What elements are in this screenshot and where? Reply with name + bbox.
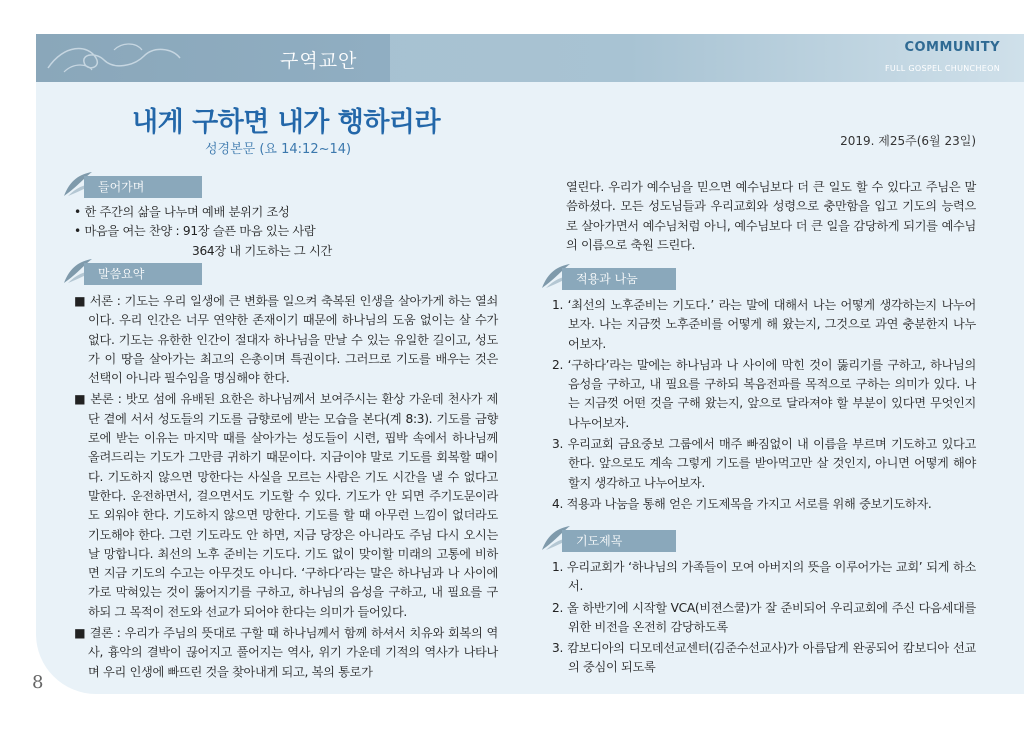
prayer-item: 3. 캄보디아의 디모데선교센터(김준수선교사)가 아름답게 완공되어 캄보디아 선교의 중심이 되도록 <box>552 641 976 675</box>
summary-main-paragraph: ■ 본론 : 밧모 섬에 유배된 요한은 하나님께서 보여주시는 환상 가운데 천사가 제단 곁에 서서 성도들의 기도를 금향로에 받는 모습을 본다(계 8:3). 기도를 금향로에 받는 이유는 마지막 때를 살아가는 성도들이 시련, 핍박 속에서 하나님께 올려드리는 기도가 그만큼 귀하기 때문이다. 지금이야 말로 기도를 회복할 때이다. 기도하지 않으면 망한다는 사실을 모르는 사람은 기도 시간을 낼 수 없다고 말한다. 운전하면서, 걸으면서도 기도할 수 있다. 기도가 안 되면 주기도문이라도 외워야 한다. 기도하지 않으면 망한다. 기도를 할 때 아무런 느낌이 없더라도 기도해야 한다. 그런 기도라도 안 하면, 지금 당장은 아니라도 주님 다시 오시는 날 망합니다. 최선의 노후 준비는 기도다. 기도 없이 맞이할 미래의 고통에 비하면 지금 기도의 수고는 아무것도 아니다. ‘구하다’라는 말은 하나님과 나 사이에 가로 막혀있는 것이 뚫어지기를 구하고, 하나님의 음성을 구하고, 내 필요를 구하되 그 목적이 전도와 선교가 되어야 한다는 의미가 들어있다. <box>74 392 498 619</box>
intro-item: • 한 주간의 삶을 나누며 예배 분위기 조성 <box>74 205 290 219</box>
application-item: 3. 우리교회 금요중보 그룹에서 매주 빠짐없이 내 이름을 부르며 기도하고 있다고 한다. 앞으로도 계속 그렇게 기도를 받아먹고만 살 것인지, 아니면 어떻게 해야 할지 생각하고 나누어보자. <box>552 437 976 490</box>
prayer-item: 2. 올 하반기에 시작할 VCA(비젼스쿨)가 잘 준비되어 우리교회에 주신 다음세대를 위한 비전을 온전히 감당하도록 <box>552 600 976 634</box>
intro-heading <box>62 176 202 198</box>
prayer-heading-label: 기도제목 <box>562 530 676 552</box>
intro-item: 364장 내 기도하는 그 시간 <box>192 243 332 258</box>
prayer-heading <box>540 530 700 552</box>
prayer-list <box>552 558 976 678</box>
intro-list <box>74 203 494 261</box>
summary-heading-label: 말씀요약 <box>84 263 202 285</box>
prayer-item: 1. 우리교회가 ‘하나님의 가족들이 모여 아버지의 뜻을 이루어가는 교회’ 되게 하소서. <box>552 560 976 594</box>
section-title: 구역교안 <box>280 50 358 72</box>
church-name: FULL GOSPEL CHUNCHEON <box>884 64 1000 73</box>
summary-body <box>74 292 498 682</box>
summary-heading <box>62 263 202 285</box>
page-number: 8 <box>32 672 44 693</box>
scripture-reference: 성경본문 (요 14:12~14) <box>205 142 352 157</box>
application-item: 1. ‘최선의 노후준비는 기도다.’ 라는 말에 대해서 나는 어떻게 생각하는지 나누어보자. 나는 지금껏 노후준비를 어떻게 해 왔는지, 그것으로 과연 충분한지 나누어보자. <box>552 298 976 351</box>
application-heading-label: 적용과 나눔 <box>562 268 676 290</box>
conclusion-continuation: 열린다. 우리가 예수님을 믿으면 예수님보다 더 큰 일도 할 수 있다고 주님은 말씀하셨다. 모든 성도님들과 우리교회와 성령으로 충만함을 입고 기도의 능력으로 살아가면서 예수님처럼 아니, 예수님보다 더 큰 일을 감당하게 되기를 예수님의 이름으로 축원 드린다. <box>566 180 976 252</box>
application-list <box>552 296 976 514</box>
intro-heading-label: 들어가며 <box>84 176 202 198</box>
summary-conclusion-paragraph: ■ 결론 : 우리가 주님의 뜻대로 구할 때 하나님께서 함께 하셔서 치유와 회복의 역사, 흉악의 결박이 끊어지고 풀어지는 역사, 위기 가운데 기적의 역사가 나타나며 우리 인생에 빠뜨린 것을 찾아내게 되고, 복의 통로가 <box>74 626 498 679</box>
application-item: 2. ‘구하다’라는 말에는 하나님과 나 사이에 막힌 것이 뚫리기를 구하고, 하나님의 음성을 구하고, 내 필요를 구하되 복음전파를 목적으로 구하는 의미가 있다. 나는 지금껏 어떤 것을 구해 왔는지, 앞으로 달라져야 할 부분이 있다면 무엇인지 나누어보자. <box>552 357 976 430</box>
intro-item: • 마음을 여는 찬양 : 91장 슬픈 마음 있는 사람 <box>74 224 316 239</box>
application-item: 4. 적용과 나눔을 통해 얻은 기도제목을 가지고 서로를 위해 중보기도하자. <box>552 496 932 511</box>
lesson-date: 2019. 제25주(6월 23일) <box>840 134 976 148</box>
ornament-swirl-icon <box>44 38 184 78</box>
community-label: COMMUNITY <box>904 40 1000 55</box>
application-heading <box>540 268 700 290</box>
lesson-title: 내게 구하면 내가 행하리라 <box>132 107 441 138</box>
summary-intro-paragraph: ■ 서론 : 기도는 우리 일생에 큰 변화를 일으켜 축복된 인생을 살아가게 하는 열쇠이다. 우리 인간은 너무 연약한 존재이기 때문에 하나님의 도움 없이는 살 수가 없다. 기도는 유한한 인간이 절대자 하나님을 만날 수 있는 유일한 길이고, 성도가 이 땅을 살아가는 최고의 은총이며 특권이다. 그러므로 기도를 배우는 것은 선택이 아니라 필수임을 명심해야 한다. <box>74 294 498 386</box>
